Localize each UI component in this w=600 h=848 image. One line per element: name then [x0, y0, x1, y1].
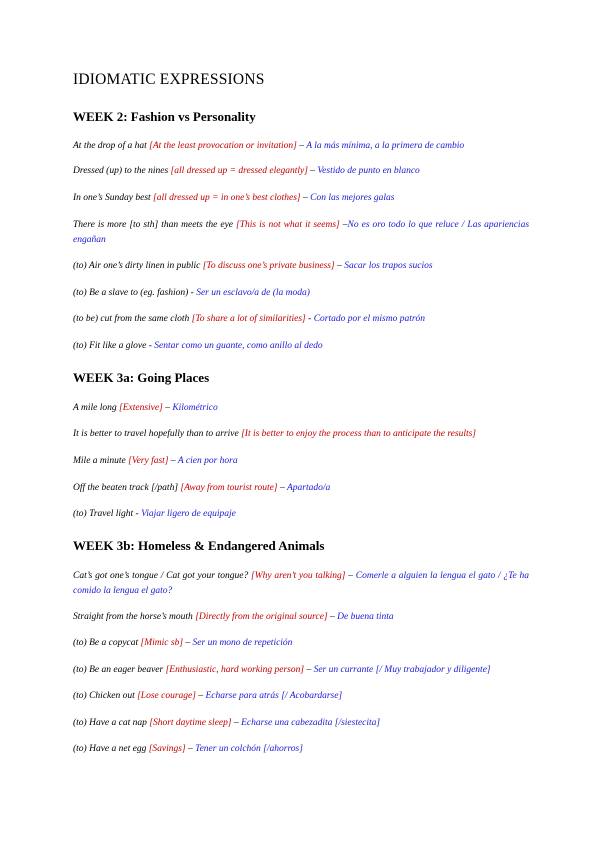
idiom-separator: – [345, 571, 356, 581]
idiom-entry [73, 569, 529, 599]
idiom-translation: Apartado/a [286, 483, 331, 493]
idiom-definition: [Away from tourist route] [180, 483, 278, 493]
idiom-translation: A cien por hora [177, 456, 238, 466]
idiom-entry [73, 454, 529, 469]
idiom-separator: - [305, 314, 314, 324]
idiom-separator: – [162, 403, 173, 413]
idiom-expression: It is better to travel hopefully than to arrive [73, 429, 242, 439]
idiom-definition: [Extensive] [119, 403, 163, 413]
idiom-entry [73, 481, 529, 496]
idiom-separator: – [168, 456, 178, 466]
idiom-expression: (to) Chicken out [73, 691, 138, 701]
idiom-entry [73, 218, 529, 248]
idiom-separator: – [296, 141, 307, 151]
idiom-separator: – [231, 718, 242, 728]
idiom-expression: (to) Have a cat nap [73, 718, 150, 728]
section-heading: WEEK 3b: Homeless & Endangered Animals [73, 538, 325, 553]
idiom-expression: A mile long [73, 403, 120, 413]
idiom-expression: (to) Air one’s dirty linen in public [73, 261, 203, 271]
idiom-entry [73, 401, 529, 416]
idiom-definition: [Short daytime sleep] [149, 718, 232, 728]
idiom-expression: (to) Be an eager beaver [73, 665, 166, 675]
idiom-translation: Viajar ligero de equipaje [141, 509, 236, 519]
idiom-separator: – [327, 612, 338, 622]
idiom-expression: (to) Fit like a glove [73, 341, 147, 351]
idiom-entry [73, 259, 529, 274]
idiom-definition: [Directly from the original source] [195, 612, 328, 622]
idiom-expression: (to) Be a slave to (eg. fashion) [73, 288, 189, 298]
idiom-definition: [At the least provocation or invitation] [149, 141, 297, 151]
idiom-definition: [To discuss one’s private business] [202, 261, 335, 271]
idiom-entry [73, 164, 529, 179]
idiom-translation: Comerle a alguien la lengua el gato / ¿Te ha comido la lengua el gato? [73, 571, 530, 596]
idiom-entry [73, 312, 529, 327]
idiom-entry [73, 663, 529, 678]
idiom-translation: A la más mínima, a la primera de cambio [306, 141, 465, 151]
idiom-separator: – [339, 220, 348, 230]
idiom-translation: Ser un mono de repetición [192, 638, 293, 648]
idiom-entry [73, 610, 529, 625]
idiom-entry [73, 139, 529, 154]
idiom-expression: There is more [to sth] than meets the eye [73, 220, 237, 230]
section-heading: WEEK 2: Fashion vs Personality [73, 109, 256, 124]
idiom-translation: Kilométrico [172, 403, 218, 413]
idiom-entry [73, 716, 529, 731]
idiom-entry [73, 507, 529, 522]
idiom-separator: – [334, 261, 345, 271]
idiom-entry [73, 339, 529, 354]
idiom-translation: Sentar como un guante, como anillo al dedo [154, 341, 323, 351]
idiom-entry [73, 742, 529, 757]
idiom-expression: (to) Have a net egg [73, 744, 149, 754]
idiom-entry [73, 286, 529, 301]
idiom-expression: In one’s Sunday best [73, 193, 154, 203]
idiom-separator: – [307, 166, 318, 176]
idiom-translation: Ser un esclavo/a de (la moda) [196, 288, 310, 298]
idiom-translation: Cortado por el mismo patrón [313, 314, 426, 324]
idiom-separator: – [183, 638, 193, 648]
idiom-translation: No es oro todo lo que reluce / Las apariencias engañan [73, 220, 530, 245]
idiom-entry [73, 636, 529, 651]
idiom-translation: Echarse para atrás [/ Acobardarse] [205, 691, 343, 701]
idiom-translation: Vestido de punto en blanco [317, 166, 420, 176]
idiom-separator: – [185, 744, 196, 754]
idiom-expression: At the drop of a hat [73, 141, 150, 151]
idiom-translation: Ser un currante [/ Muy trabajador y diligente] [313, 665, 491, 675]
idiom-expression: (to) Be a copycat [73, 638, 141, 648]
idiom-definition: [To share a lot of similarities] [191, 314, 306, 324]
idiom-expression: Off the beaten track [/path] [73, 483, 181, 493]
idiom-expression: (to) Travel light [73, 509, 134, 519]
idiom-translation: Sacar los trapos sucios [344, 261, 433, 271]
idiom-entry [73, 191, 529, 206]
idiom-separator: - [133, 509, 142, 519]
idiom-separator: - [188, 288, 197, 298]
document-title: IDIOMATIC EXPRESSIONS [73, 71, 265, 88]
idiom-entry [73, 689, 529, 704]
idiom-translation: Tener un colchón [/ahorros] [195, 744, 303, 754]
idiom-separator: – [195, 691, 206, 701]
idiom-expression: (to be) cut from the same cloth [73, 314, 192, 324]
idiom-separator: – [304, 665, 314, 675]
idiom-entry [73, 427, 529, 442]
idiom-definition: [Why aren’t you talking] [251, 571, 346, 581]
idiom-separator: - [146, 341, 155, 351]
idiom-translation: De buena tinta [337, 612, 394, 622]
idiom-definition: [all dressed up = dressed elegantly] [170, 166, 308, 176]
section-heading: WEEK 3a: Going Places [73, 370, 210, 385]
idiom-definition: [Savings] [148, 744, 186, 754]
idiom-separator: – [300, 193, 311, 203]
idiom-expression: Dressed (up) to the nines [73, 166, 171, 176]
idiom-translation: Echarse una cabezadita [/siestecita] [241, 718, 381, 728]
idiom-separator: – [277, 483, 287, 493]
idiom-definition: [Lose courage] [137, 691, 196, 701]
idiom-definition: [all dressed up = in one’s best clothes] [153, 193, 301, 203]
idiom-expression: Cat’s got one’s tongue / Cat got your tongue? [73, 571, 252, 581]
idiom-definition: [Enthusiastic, hard working person] [165, 665, 305, 675]
idiom-definition: [Mimic sb] [140, 638, 184, 648]
idiom-expression: Mile a minute [73, 456, 129, 466]
idiom-definition: [This is not what it seems] [236, 220, 340, 230]
idiom-expression: Straight from the horse’s mouth [73, 612, 196, 622]
idiom-definition: [Very fast] [128, 456, 169, 466]
idiom-definition: [It is better to enjoy the process than to anticipate the results] [241, 429, 476, 439]
idiom-translation: Con las mejores galas [310, 193, 395, 203]
